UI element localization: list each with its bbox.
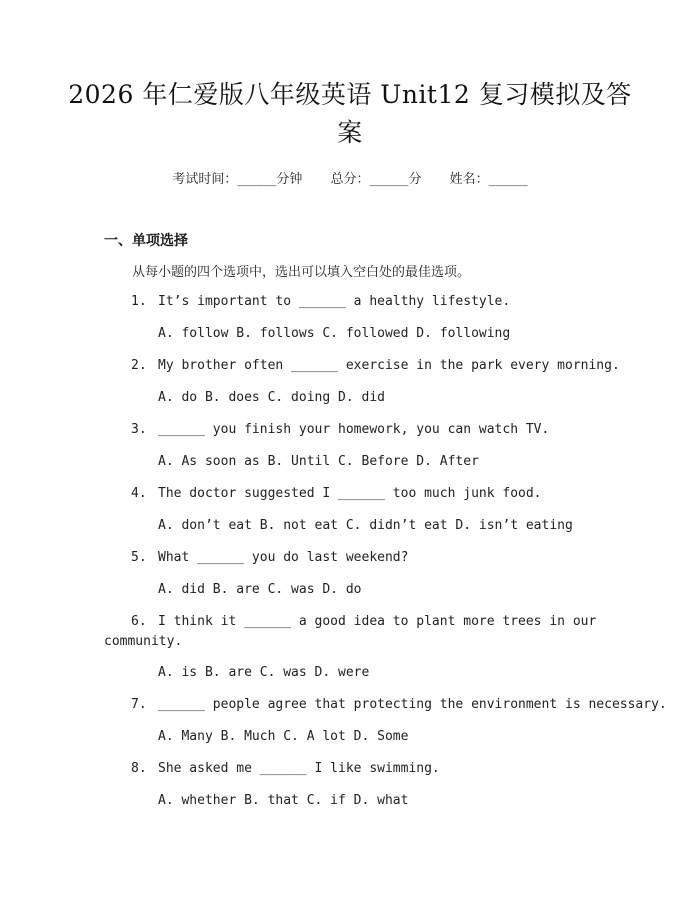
document-title: 2026 年仁爱版八年级英语 Unit12 复习模拟及答案	[68, 80, 632, 147]
question-text: It’s important to ______ a healthy lifestyle.	[158, 294, 511, 309]
question-text: She asked me ______ I like swimming.	[158, 761, 440, 776]
question-number: 6.	[131, 614, 147, 629]
question-number: 5.	[131, 550, 147, 565]
question-text: I think it ______ a good idea to plant more trees in our community.	[104, 614, 597, 649]
question-5-options: A. did B. are C. was D. do	[158, 582, 362, 597]
question-4-options: A. don’t eat B. not eat C. didn’t eat D. isn’t eating	[158, 518, 573, 533]
question-7-options: A. Many B. Much C. A lot D. Some	[158, 729, 409, 744]
question-1	[131, 294, 510, 309]
exam-meta	[0, 168, 700, 187]
question-number: 8.	[131, 761, 147, 776]
question-text: ______ you finish your homework, you can watch TV.	[158, 422, 550, 437]
section-instruction: 从每小题的四个选项中，选出可以填入空白处的最佳选项。	[132, 265, 471, 280]
student-name: 姓名：______	[449, 172, 528, 187]
question-text: My brother often ______ exercise in the park every morning.	[158, 358, 620, 373]
question-number: 2.	[131, 358, 147, 373]
question-5	[131, 550, 408, 565]
question-text: ______ people agree that protecting the environment is necessary.	[158, 697, 667, 712]
question-text: What ______ you do last weekend?	[158, 550, 409, 565]
question-number: 4.	[131, 486, 147, 501]
question-number: 7.	[131, 697, 147, 712]
question-7	[131, 697, 667, 712]
question-number: 1.	[131, 294, 147, 309]
question-3-options: A. As soon as B. Until C. Before D. After	[158, 454, 479, 469]
question-number: 3.	[131, 422, 147, 437]
question-8-options: A. whether B. that C. if D. what	[158, 793, 409, 808]
question-2-options: A. do B. does C. doing D. did	[158, 390, 385, 405]
question-1-options: A. follow B. follows C. followed D. following	[158, 326, 511, 341]
question-4	[131, 486, 542, 501]
section-title: 一、单项选择	[104, 233, 188, 249]
exam-time: 考试时间：______分钟	[172, 172, 303, 187]
question-3	[131, 422, 549, 437]
total-score: 总分：______分	[330, 172, 422, 187]
question-8	[131, 761, 440, 776]
question-2	[131, 358, 620, 373]
question-6	[104, 612, 604, 652]
question-6-options: A. is B. are C. was D. were	[158, 665, 370, 680]
question-text: The doctor suggested I ______ too much junk food.	[158, 486, 542, 501]
